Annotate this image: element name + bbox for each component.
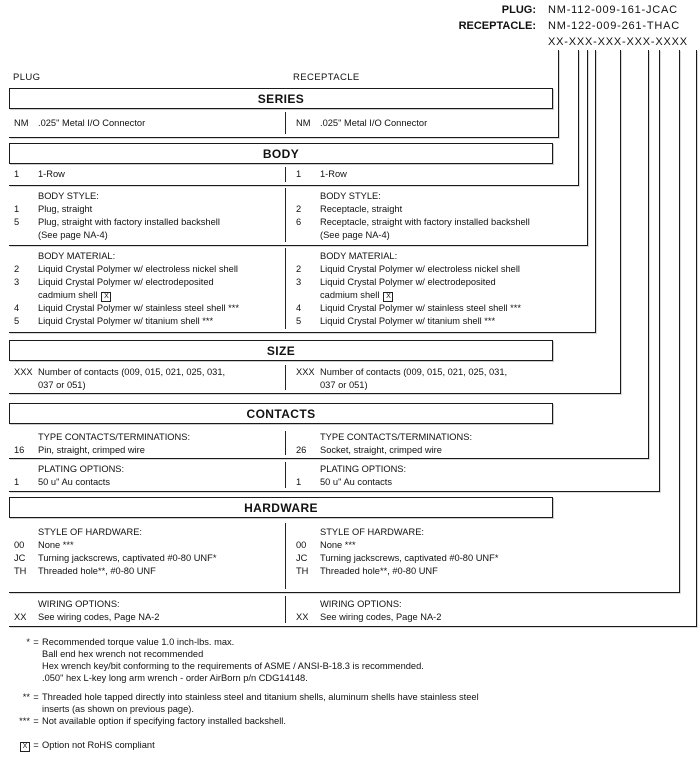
series-options — [9, 110, 558, 137]
option-row — [14, 552, 281, 565]
option-text: Liquid Crystal Polymer w/ electrodeposited — [38, 277, 214, 287]
option-continuation: (See page NA-4) — [320, 230, 390, 240]
option-code: TH — [14, 566, 27, 576]
footnote-line: Recommended torque value 1.0 inch-lbs. max. — [42, 637, 235, 647]
option-subheader: TYPE CONTACTS/TERMINATIONS: — [38, 432, 191, 442]
column-divider — [285, 112, 286, 134]
section-header-contacts: CONTACTS — [9, 403, 553, 424]
option-text: Liquid Crystal Polymer w/ titanium shell *** — [320, 316, 496, 326]
option-text: Plug, straight with factory installed backshell — [38, 217, 220, 227]
option-subheader: TYPE CONTACTS/TERMINATIONS: — [320, 432, 473, 442]
option-row — [296, 611, 696, 624]
column-divider — [285, 596, 286, 623]
option-row — [296, 565, 679, 578]
section-header-series: SERIES — [9, 88, 553, 109]
option-text: Plug, straight — [38, 204, 93, 214]
option-code: XX — [14, 612, 27, 622]
column-divider — [285, 365, 286, 390]
option-text: 50 u" Au contacts — [320, 477, 393, 487]
option-text: Receptacle, straight — [320, 204, 403, 214]
option-row — [14, 539, 281, 552]
option-text: Number of contacts (009, 015, 021, 025, 031, — [38, 367, 226, 377]
option-row — [14, 476, 281, 489]
option-subheader: BODY MATERIAL: — [320, 251, 398, 261]
option-row — [296, 117, 558, 130]
option-row — [296, 539, 679, 552]
option-text: Liquid Crystal Polymer w/ titanium shell *** — [38, 316, 214, 326]
option-row — [296, 444, 648, 457]
option-code: 5 — [14, 217, 20, 227]
option-text: Threaded hole**, #0-80 UNF — [320, 566, 438, 576]
footnote-line: inserts (as shown on previous page). — [42, 704, 194, 714]
footnote-line: Hex wrench key/bit conforming to the requirements of ASME / ANSI-B-18.3 is recommended. — [42, 661, 424, 671]
option-code: 2 — [296, 264, 302, 274]
option-text: Turning jackscrews, captivated #0-80 UNF* — [320, 553, 499, 563]
option-code: NM — [14, 118, 29, 128]
option-row — [14, 117, 281, 130]
option-text: Liquid Crystal Polymer w/ electroless nickel shell — [38, 264, 238, 274]
footnote-rohs — [4, 739, 696, 752]
footnote-equals: = — [33, 637, 39, 647]
option-text: Number of contacts (009, 015, 021, 025, 031, — [320, 367, 508, 377]
option-row — [14, 444, 281, 457]
option-subheader: PLATING OPTIONS: — [38, 464, 125, 474]
option-text: Liquid Crystal Polymer w/ stainless steel shell *** — [320, 303, 521, 313]
part-number-mask: XX-XXX-XXX-XXX-XXXX — [548, 36, 688, 48]
option-code: XX — [296, 612, 309, 622]
footnote-line: Threaded hole tapped directly into stainless steel and titanium shells, aluminum shells have stainless steel — [42, 692, 479, 702]
option-row — [296, 168, 578, 181]
footnote-text — [42, 691, 696, 715]
body-row-options — [9, 165, 578, 185]
size-options — [9, 363, 620, 393]
column-divider — [285, 167, 286, 182]
option-code: 16 — [14, 445, 25, 455]
option-text: Liquid Crystal Polymer w/ electroless nickel shell — [320, 264, 520, 274]
section-header-body: BODY — [9, 143, 553, 164]
option-text: Threaded hole**, #0-80 UNF — [38, 566, 156, 576]
not-rohs-icon: X — [20, 742, 30, 752]
footnotes — [4, 636, 696, 752]
option-code: 1 — [296, 169, 302, 179]
option-row — [14, 302, 281, 315]
footnote-equals: = — [33, 740, 39, 750]
option-code: 2 — [14, 264, 20, 274]
option-text: Pin, straight, crimped wire — [38, 445, 145, 455]
option-subheader: BODY STYLE: — [38, 191, 99, 201]
option-row — [14, 216, 281, 229]
option-row — [296, 302, 595, 315]
footnote-equals: = — [33, 716, 39, 726]
option-code: 4 — [296, 303, 302, 313]
option-row — [14, 276, 281, 289]
option-continuation: 037 or 051) — [38, 380, 86, 390]
hardware-style-options — [9, 521, 679, 592]
column-divider — [285, 248, 286, 329]
option-code: XXX — [296, 367, 315, 377]
footnote-marker: ** — [22, 692, 30, 702]
footnote-marker — [4, 739, 30, 752]
option-code: XXX — [14, 367, 33, 377]
option-code: NM — [296, 118, 311, 128]
option-subheader: WIRING OPTIONS: — [38, 599, 120, 609]
plug-part-number-value: NM-112-009-161-JCAC — [548, 4, 678, 16]
option-continuation-text: cadmium shell — [320, 290, 380, 300]
option-subheader: PLATING OPTIONS: — [320, 464, 407, 474]
footnote-text: Option not RoHS compliant — [42, 740, 155, 750]
option-text: Liquid Crystal Polymer w/ stainless steel shell *** — [38, 303, 239, 313]
option-subheader: BODY MATERIAL: — [38, 251, 116, 261]
option-row — [14, 168, 281, 181]
option-code: 00 — [296, 540, 307, 550]
option-text: Turning jackscrews, captivated #0-80 UNF* — [38, 553, 217, 563]
option-text: See wiring codes, Page NA-2 — [320, 612, 442, 622]
option-row — [14, 611, 281, 624]
option-text: Liquid Crystal Polymer w/ electrodeposited — [320, 277, 496, 287]
footnote-double-star — [4, 691, 696, 715]
footnote-line: Not available option if specifying factory installed backshell. — [42, 716, 286, 726]
option-row — [296, 366, 620, 379]
option-continuation — [320, 289, 595, 302]
option-text: None *** — [320, 540, 356, 550]
option-continuation: (See page NA-4) — [38, 230, 108, 240]
footnote-star — [4, 636, 696, 684]
option-row — [296, 216, 587, 229]
contact-type-options — [9, 429, 648, 458]
column-label-receptacle: RECEPTACLE — [293, 72, 360, 83]
body-style-options — [9, 186, 587, 245]
footnote-text — [42, 636, 696, 684]
option-code: 1 — [14, 204, 20, 214]
option-subheader: STYLE OF HARDWARE: — [38, 527, 142, 537]
footnote-triple-star — [4, 715, 696, 727]
column-label-plug: PLUG — [13, 72, 41, 83]
section-header-size: SIZE — [9, 340, 553, 361]
option-continuation: 037 or 051) — [320, 380, 368, 390]
option-code: 26 — [296, 445, 307, 455]
option-row — [296, 263, 595, 276]
option-code: 1 — [14, 169, 20, 179]
option-row — [14, 203, 281, 216]
option-text: Socket, straight, crimped wire — [320, 445, 442, 455]
option-code: 4 — [14, 303, 20, 313]
option-row — [14, 565, 281, 578]
plug-part-number-label: PLUG: — [501, 4, 536, 16]
option-code: JC — [14, 553, 26, 563]
option-text: 50 u" Au contacts — [38, 477, 111, 487]
option-text: None *** — [38, 540, 74, 550]
option-code: 1 — [14, 477, 20, 487]
receptacle-part-number-value: NM-122-009-261-THAC — [548, 20, 680, 32]
option-row — [296, 552, 679, 565]
option-row — [296, 315, 595, 328]
option-code: 00 — [14, 540, 25, 550]
plating-options — [9, 460, 659, 491]
option-subheader: STYLE OF HARDWARE: — [320, 527, 424, 537]
footnote-equals: = — [33, 692, 39, 702]
option-row — [14, 366, 281, 379]
option-row — [296, 203, 587, 216]
option-code: 1 — [296, 477, 302, 487]
option-row — [14, 315, 281, 328]
option-row — [296, 276, 595, 289]
option-code: 3 — [296, 277, 302, 287]
column-divider — [285, 523, 286, 589]
footnote-text — [42, 715, 696, 727]
option-code: JC — [296, 553, 308, 563]
column-divider — [285, 431, 286, 455]
option-continuation-text: cadmium shell — [38, 290, 98, 300]
footnote-line: Ball end hex wrench not recommended — [42, 649, 204, 659]
option-row — [14, 263, 281, 276]
body-material-options — [9, 246, 595, 332]
option-text: Receptacle, straight with factory installed backshell — [320, 217, 530, 227]
footnote-line: .050" hex L-key long arm wrench - order AirBorn p/n CDG14148. — [42, 673, 308, 683]
option-code: 5 — [14, 316, 20, 326]
option-text: 1-Row — [320, 169, 347, 179]
not-rohs-icon: X — [101, 292, 111, 302]
option-subheader: BODY STYLE: — [320, 191, 381, 201]
wiring-options — [9, 594, 696, 626]
option-continuation — [38, 289, 281, 302]
option-code: 3 — [14, 277, 20, 287]
option-text: .025" Metal I/O Connector — [320, 118, 428, 128]
column-divider — [285, 462, 286, 488]
footnote-marker: *** — [19, 716, 30, 726]
option-text: See wiring codes, Page NA-2 — [38, 612, 160, 622]
option-text: .025" Metal I/O Connector — [38, 118, 146, 128]
option-code: TH — [296, 566, 309, 576]
footnote-marker: * — [26, 637, 30, 647]
option-code: 6 — [296, 217, 302, 227]
option-row — [296, 476, 659, 489]
not-rohs-icon: X — [383, 292, 393, 302]
column-divider — [285, 188, 286, 242]
option-text: 1-Row — [38, 169, 65, 179]
section-header-hardware: HARDWARE — [9, 497, 553, 518]
option-code: 5 — [296, 316, 302, 326]
option-subheader: WIRING OPTIONS: — [320, 599, 402, 609]
receptacle-part-number-label: RECEPTACLE: — [458, 20, 536, 32]
option-code: 2 — [296, 204, 302, 214]
